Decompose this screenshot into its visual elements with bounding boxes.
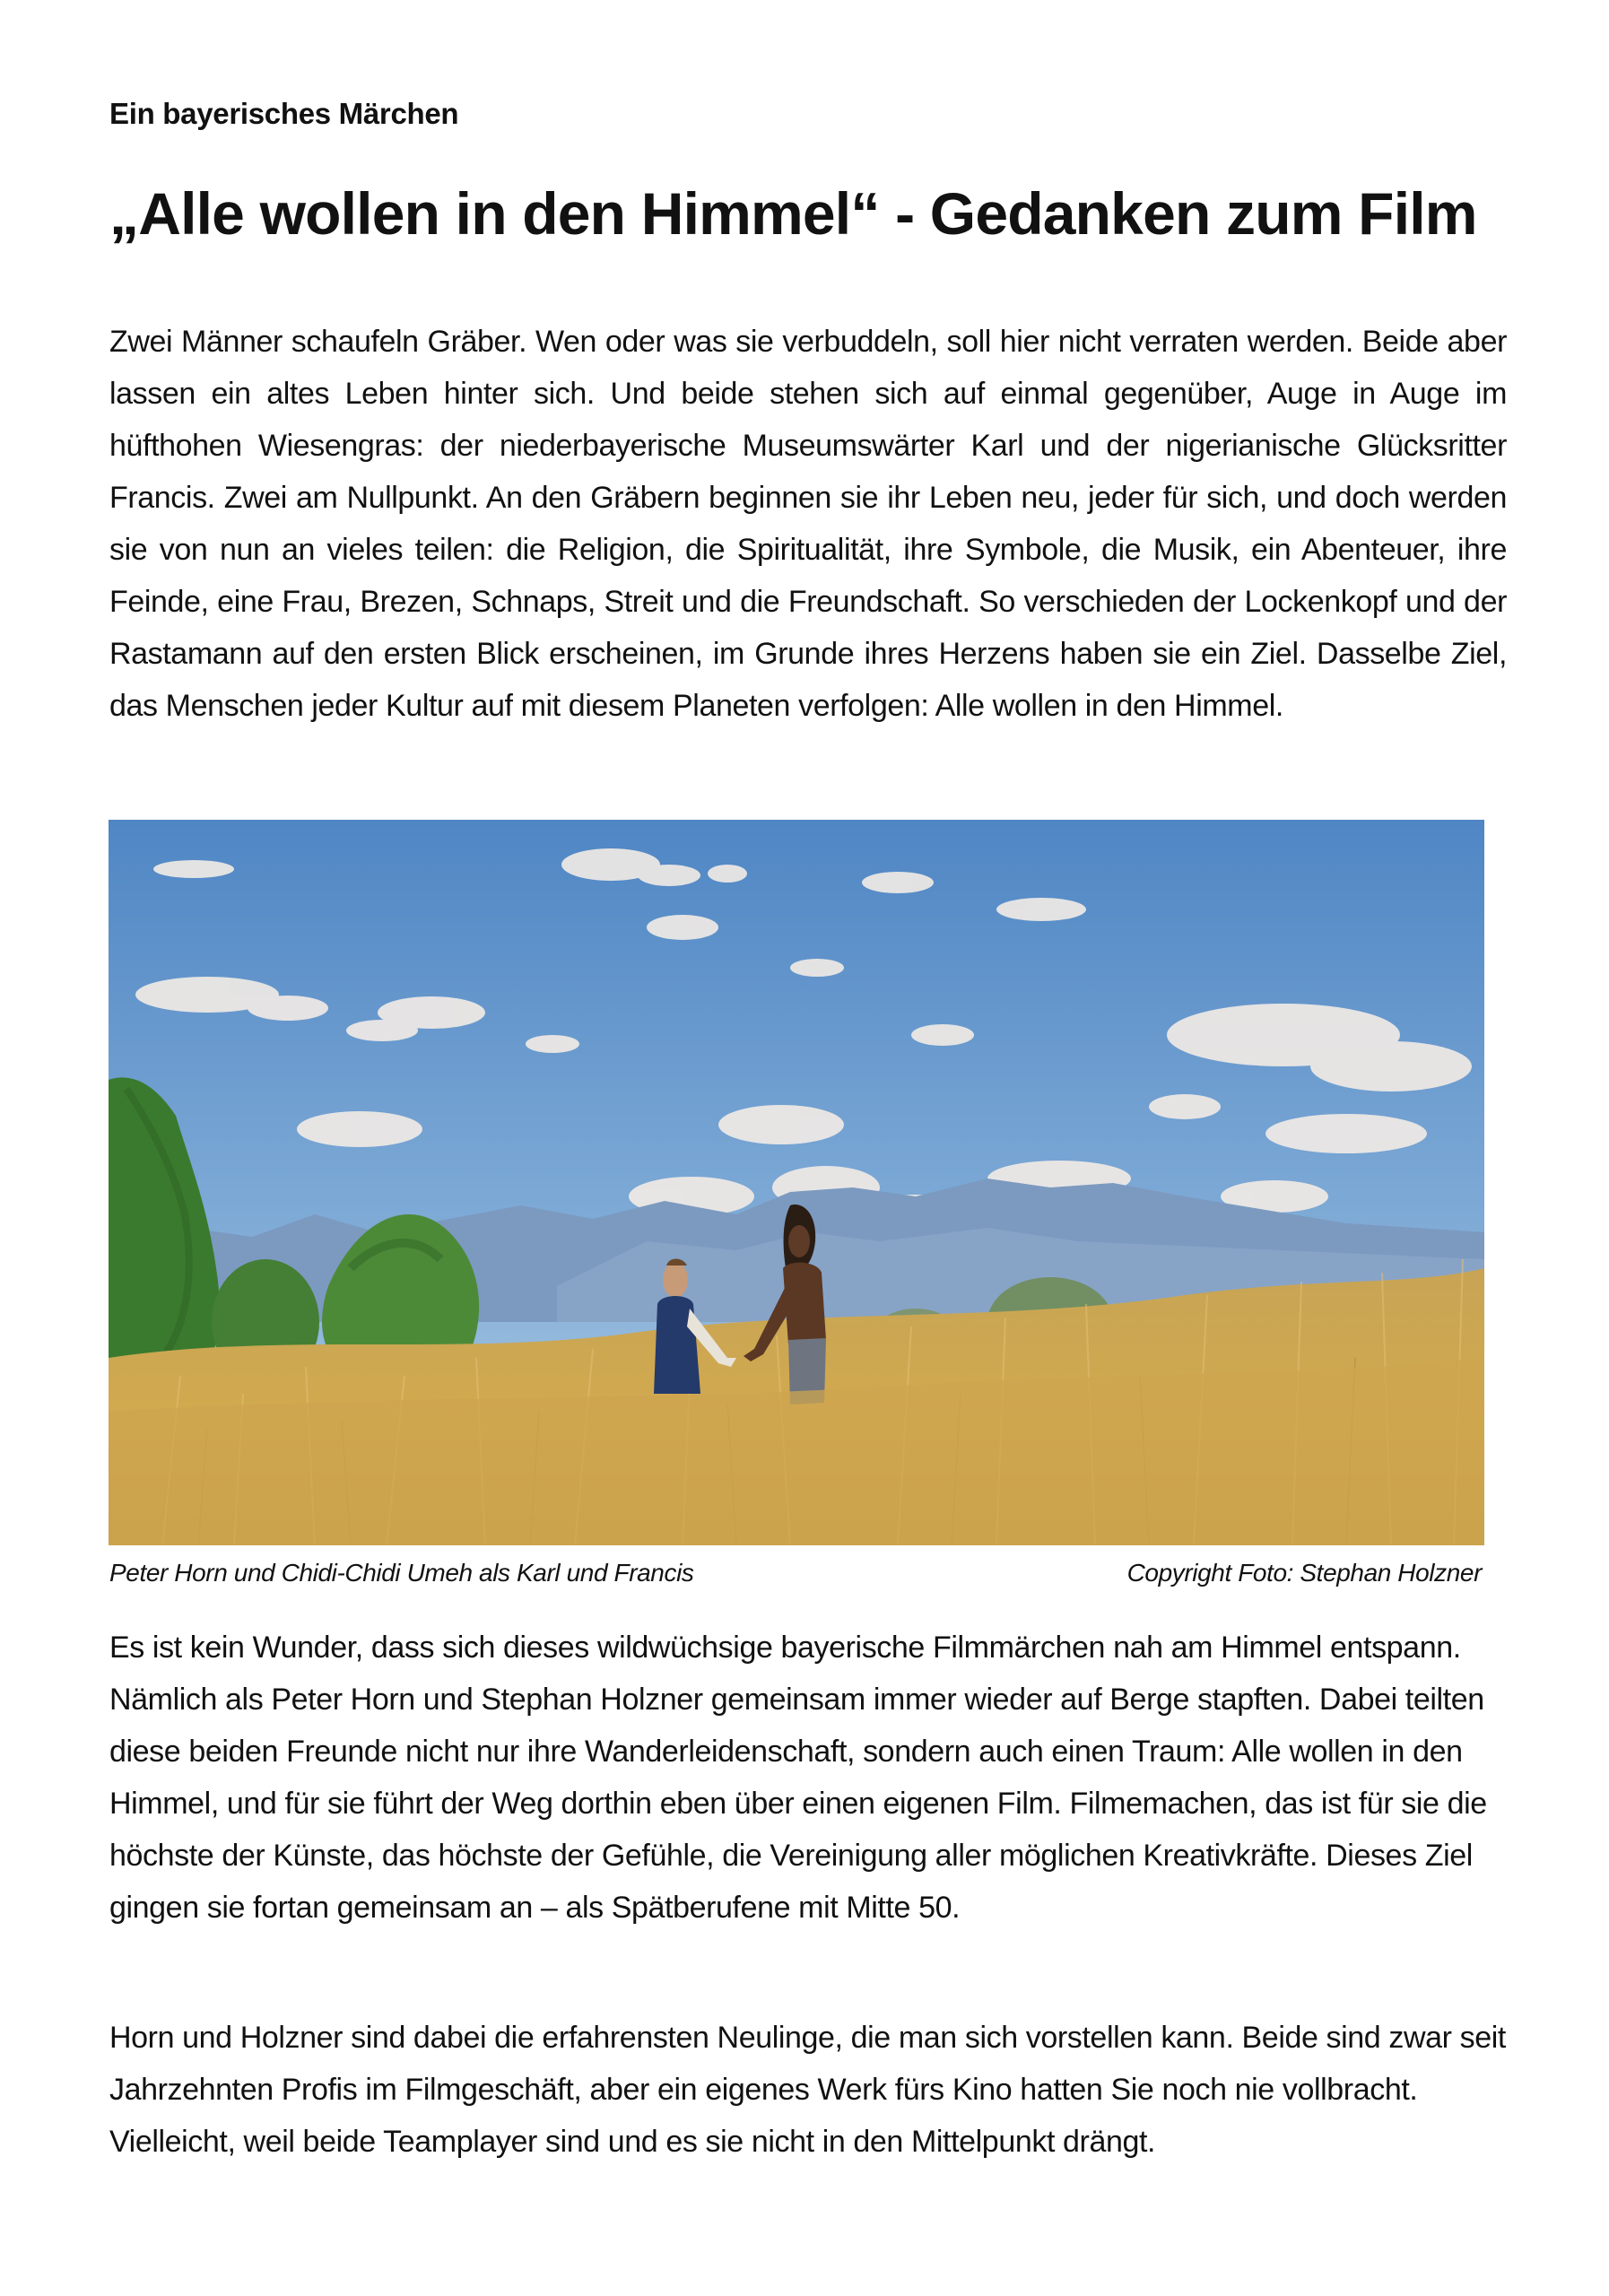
paragraph-intro: Zwei Männer schaufeln Gräber. Wen oder was sie verbuddeln, soll hier nicht verraten werden. Beide aber lassen ein altes Leben hinter sich. Und beide stehen sich auf einmal gegenüber, Auge in Auge im hüfthohen Wiesengras: der niederbayerische Museumswärter Karl und der nigerianische Glücksritter Francis. Zwei am Nullpunkt. An den Gräbern beginnen sie ihr Leben neu, jeder für sich, und doch werden sie von nun an vieles teilen: die Religion, die Spiritualität, ihre Symbole, die Musik, ein Abenteuer, ihre Feinde, eine Frau, Brezen, Schnaps, Streit und die Freundschaft. So verschieden der Lockenkopf und der Rastamann auf den ersten Blick erscheinen, im Grunde ihres Herzens haben sie ein Ziel. Dasselbe Ziel, das Menschen jeder Kultur auf mit diesem Planeten verfolgen: Alle wollen in den Himmel. — [109, 325, 1507, 723]
film-still-photo — [109, 820, 1484, 1545]
caption-copyright: Copyright Foto: Stephan Holzner — [1126, 1559, 1482, 1587]
paragraph-origin: Es ist kein Wunder, dass sich dieses wildwüchsige bayerische Filmmärchen nah am Himmel entspann. Nämlich als Peter Horn und Stephan Holzner gemeinsam immer wieder auf Berge stapften. Dabei teilten diese beiden Freunde nicht nur ihre Wanderleidenschaft, sondern auch einen Traum: Alle wollen in den Himmel, und für sie führt der Weg dorthin eben über einen eigenen Film. Filmemachen, das ist für sie die höchste der Künste, das höchste der Gefühle, die Vereinigung aller möglichen Kreativkräfte. Dieses Ziel gingen sie fortan gemeinsam an – als Spätberufene mit Mitte 50. — [109, 1631, 1487, 1925]
caption-credits-cast: Peter Horn und Chidi-Chidi Umeh als Karl und Francis — [109, 1559, 694, 1587]
meadow-scene-image — [109, 820, 1484, 1545]
article-kicker: Ein bayerisches Märchen — [109, 97, 459, 130]
article-title: „Alle wollen in den Himmel“ - Gedanken zum Film — [109, 180, 1477, 247]
paragraph-filmmakers: Horn und Holzner sind dabei die erfahrensten Neulinge, die man sich vorstellen kann. Beide sind zwar seit Jahrzehnten Profis im Filmgeschäft, aber ein eigenes Werk fürs Kino hatten Sie noch nie vollbracht. Vielleicht, weil beide Teamplayer sind und es sie nicht in den Mittelpunkt drängt. — [109, 2021, 1506, 2159]
